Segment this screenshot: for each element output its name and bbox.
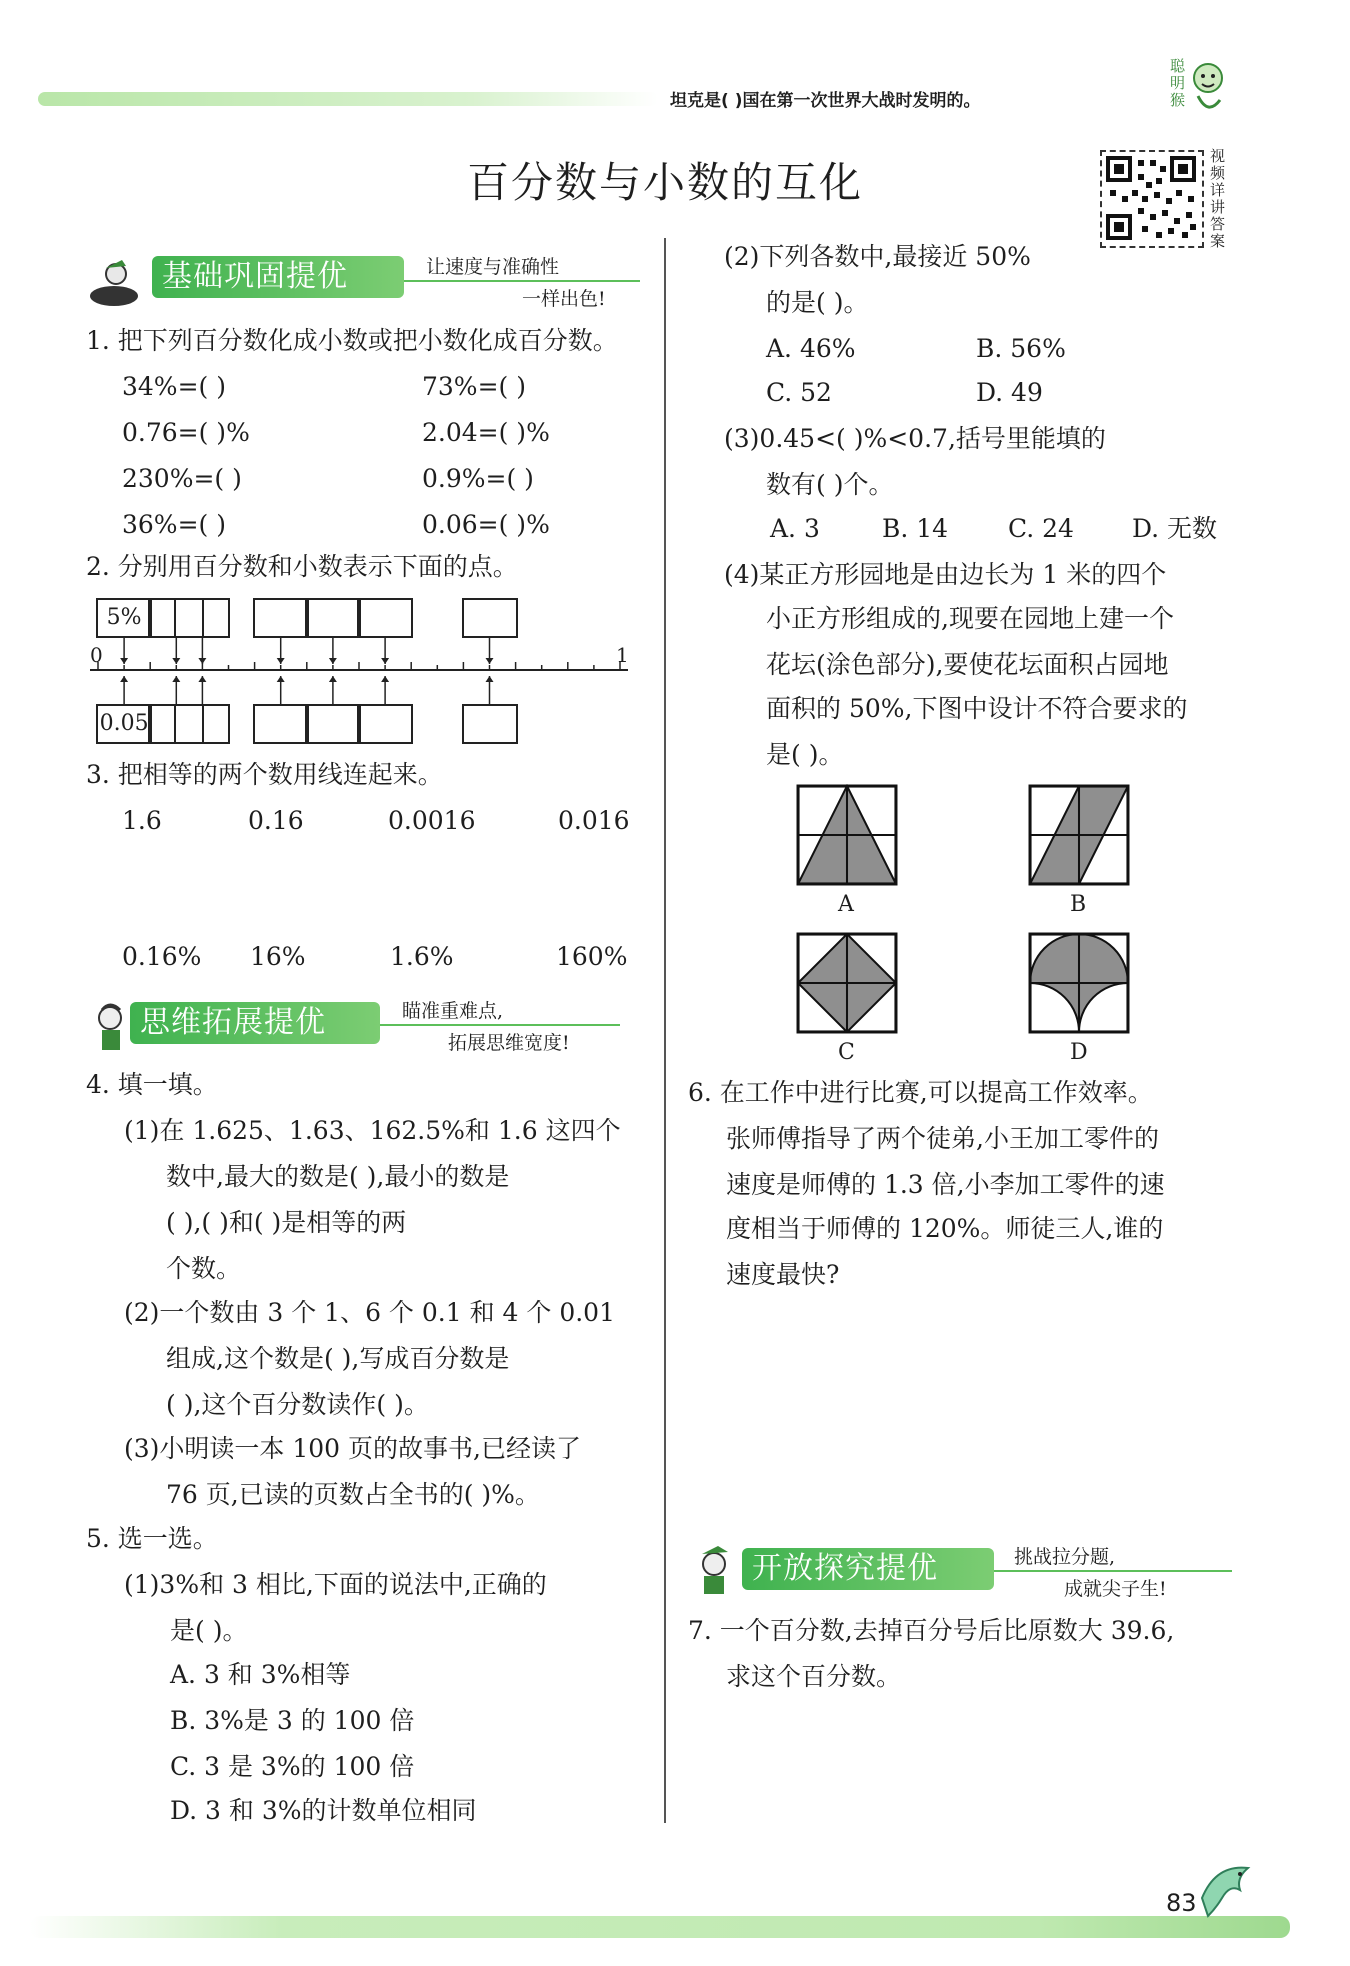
arrow-head-icon	[120, 676, 128, 682]
q4-line: (2)一个数由 3 个 1、6 个 0.1 和 4 个 0.01	[124, 1298, 615, 1327]
section-underline	[404, 280, 640, 282]
figure-label: A	[838, 892, 854, 917]
q4-line: 个数。	[166, 1254, 242, 1283]
page-title: 百分数与小数的互化	[466, 158, 863, 207]
q6-line: 速度最快?	[726, 1260, 840, 1289]
arrow-head-icon	[172, 676, 180, 682]
question-5-stem: 5. 选一选。	[86, 1524, 218, 1553]
percent-answer-box[interactable]	[462, 598, 518, 638]
fill-item: 73%=( )	[422, 372, 526, 401]
figure-c[interactable]	[796, 932, 898, 1034]
q5-line: (3)0.45<( )%<0.7,括号里能填的	[724, 424, 1106, 453]
q4-line: 76 页,已读的页数占全书的( )%。	[166, 1480, 540, 1509]
q4-line: 组成,这个数是( ),写成百分数是	[166, 1344, 510, 1373]
choice-option[interactable]: D. 49	[976, 378, 1043, 407]
question-3-stem: 3. 把相等的两个数用线连起来。	[86, 760, 443, 789]
q4-line: ( ),( )和( )是相等的两	[166, 1208, 407, 1237]
q5-line: 面积的 50%,下图中设计不符合要求的	[766, 694, 1188, 723]
header-fact: 坦克是( )国在第一次世界大战时发明的。	[670, 91, 981, 111]
choice-option[interactable]: A. 3	[770, 514, 820, 543]
percent-answer-box: 5%	[96, 598, 152, 638]
match-bottom-item[interactable]: 16%	[250, 942, 306, 971]
decimal-answer-box[interactable]	[174, 704, 230, 744]
q4-line: ( ),这个百分数读作( )。	[166, 1390, 429, 1419]
choice-option[interactable]: D. 3 和 3%的计数单位相同	[170, 1796, 477, 1825]
section-slogan: 成就尖子生!	[1064, 1578, 1167, 1600]
q6-line: 张师傅指导了两个徒弟,小王加工零件的	[726, 1124, 1159, 1153]
question-4-stem: 4. 填一填。	[86, 1070, 218, 1099]
question-1-stem: 1. 把下列百分数化成小数或把小数化成百分数。	[86, 326, 618, 355]
percent-answer-box[interactable]	[357, 598, 413, 638]
arrow-head-icon	[277, 676, 285, 682]
fill-item: 0.06=( )%	[422, 510, 550, 539]
figure-b[interactable]	[1028, 784, 1130, 886]
question-2-stem: 2. 分别用百分数和小数表示下面的点。	[86, 552, 518, 581]
figure-a[interactable]	[796, 784, 898, 886]
header-stripe	[38, 92, 658, 106]
arrow-head-icon	[381, 658, 389, 664]
choice-option[interactable]: A. 46%	[766, 334, 856, 363]
q5-line: 是( )。	[766, 740, 844, 769]
page-number: 83	[1166, 1889, 1197, 1917]
choice-option[interactable]: D. 无数	[1132, 514, 1218, 543]
q5-line: (2)下列各数中,最接近 50%	[724, 242, 1031, 271]
match-bottom-item[interactable]: 0.16%	[122, 942, 202, 971]
q5-line: 小正方形组成的,现要在园地上建一个	[766, 604, 1174, 633]
q6-line: 速度是师傅的 1.3 倍,小李加工零件的速	[726, 1170, 1165, 1199]
arrow-head-icon	[198, 676, 206, 682]
q5-line: 是( )。	[170, 1616, 248, 1645]
decimal-answer-box: 0.05	[96, 704, 152, 744]
arrow-head-icon	[486, 676, 494, 682]
q6-line: 6. 在工作中进行比赛,可以提高工作效率。	[688, 1078, 1153, 1107]
match-top-item[interactable]: 1.6	[122, 806, 162, 835]
section-mascot-icon	[688, 1546, 744, 1602]
column-divider	[664, 238, 666, 1823]
section-slogan: 挑战拉分题,	[1014, 1546, 1116, 1568]
choice-option[interactable]: B. 56%	[976, 334, 1066, 363]
figure-d[interactable]	[1028, 932, 1130, 1034]
q5-line: (4)某正方形园地是由边长为 1 米的四个	[724, 560, 1167, 589]
section-slogan: 拓展思维宽度!	[448, 1032, 570, 1054]
fill-item: 0.76=( )%	[122, 418, 250, 447]
q5-line: 的是( )。	[766, 288, 869, 317]
arrow-head-icon	[198, 658, 206, 664]
arrow-head-icon	[120, 658, 128, 664]
section-slogan: 让速度与准确性	[426, 256, 560, 278]
fill-item: 36%=( )	[122, 510, 226, 539]
section-slogan: 瞄准重难点,	[402, 1000, 504, 1022]
section-underline	[994, 1570, 1232, 1572]
match-bottom-item[interactable]: 1.6%	[390, 942, 454, 971]
q5-line: 花坛(涂色部分),要使花坛面积占园地	[766, 650, 1169, 679]
qr-code[interactable]	[1100, 150, 1204, 248]
number-line-end: 1	[616, 643, 629, 667]
choice-option[interactable]: B. 14	[882, 514, 949, 543]
arrow-head-icon	[486, 658, 494, 664]
decimal-answer-box[interactable]	[357, 704, 413, 744]
number-line-start: 0	[90, 643, 103, 667]
q5-line: (1)3%和 3 相比,下面的说法中,正确的	[124, 1570, 547, 1599]
choice-option[interactable]: C. 52	[766, 378, 832, 407]
section-banner-basic: 基础巩固提优	[152, 256, 404, 298]
arrow-head-icon	[277, 658, 285, 664]
section-mascot-icon	[86, 256, 142, 312]
fill-item: 2.04=( )%	[422, 418, 550, 447]
arrow-head-icon	[381, 676, 389, 682]
choice-option[interactable]: B. 3%是 3 的 100 倍	[170, 1706, 415, 1735]
choice-option[interactable]: C. 24	[1008, 514, 1074, 543]
choice-option[interactable]: A. 3 和 3%相等	[170, 1660, 351, 1689]
section-underline	[380, 1024, 620, 1026]
decimal-answer-box[interactable]	[462, 704, 518, 744]
figure-label: B	[1070, 892, 1087, 917]
section-banner-thinking: 思维拓展提优	[130, 1002, 380, 1044]
match-top-item[interactable]: 0.16	[248, 806, 304, 835]
section-banner-open: 开放探究提优	[742, 1548, 994, 1590]
q4-line: (3)小明读一本 100 页的故事书,已经读了	[124, 1434, 581, 1463]
qr-label: 视频详讲答案	[1210, 147, 1226, 250]
q6-line: 度相当于师傅的 120%。师徒三人,谁的	[726, 1214, 1164, 1243]
decimal-answer-box[interactable]	[253, 704, 309, 744]
arrow-head-icon	[172, 658, 180, 664]
q4-line: (1)在 1.625、1.63、162.5%和 1.6 这四个	[124, 1116, 621, 1145]
match-bottom-item[interactable]: 160%	[556, 942, 628, 971]
footer-stripe	[30, 1916, 1290, 1938]
dolphin-icon	[1196, 1858, 1260, 1920]
percent-answer-box[interactable]	[174, 598, 230, 638]
match-top-item[interactable]: 0.016	[558, 806, 630, 835]
decimal-answer-box[interactable]	[305, 704, 361, 744]
q4-line: 数中,最大的数是( ),最小的数是	[166, 1162, 510, 1191]
percent-answer-box[interactable]	[305, 598, 361, 638]
section-slogan: 一样出色!	[522, 288, 606, 310]
fill-item: 0.9%=( )	[422, 464, 534, 493]
figure-label: C	[838, 1040, 855, 1065]
mascot-label: 聪明猴	[1170, 57, 1186, 109]
percent-answer-box[interactable]	[253, 598, 309, 638]
q7-line: 求这个百分数。	[726, 1662, 902, 1691]
fill-item: 230%=( )	[122, 464, 242, 493]
q7-line: 7. 一个百分数,去掉百分号后比原数大 39.6,	[688, 1616, 1175, 1645]
q5-line: 数有( )个。	[766, 470, 894, 499]
match-top-item[interactable]: 0.0016	[388, 806, 476, 835]
arrow-head-icon	[329, 658, 337, 664]
arrow-head-icon	[329, 676, 337, 682]
choice-option[interactable]: C. 3 是 3%的 100 倍	[170, 1752, 415, 1781]
figure-label: D	[1070, 1040, 1088, 1065]
fill-item: 34%=( )	[122, 372, 226, 401]
